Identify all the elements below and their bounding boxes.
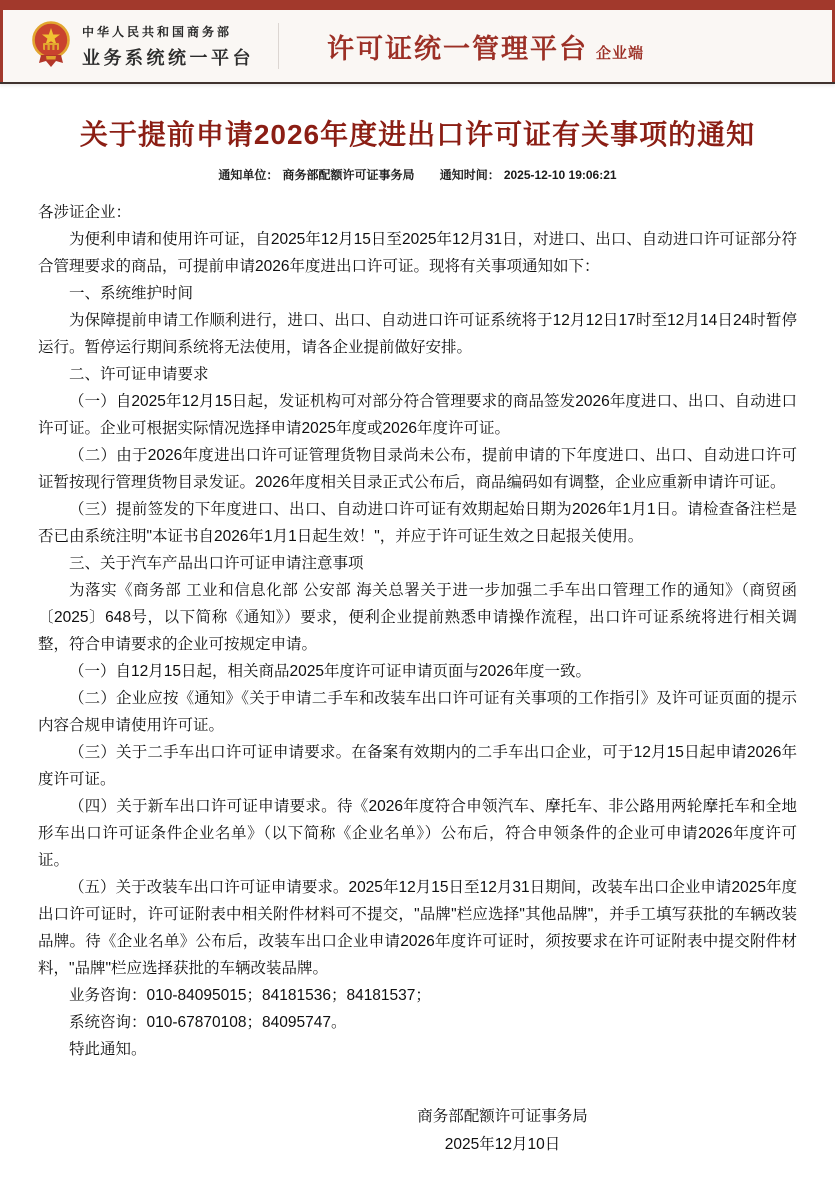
- enterprise-side-badge: 企业端: [596, 44, 645, 62]
- business-consult-phone: 业务咨询：010-84095015；84181536；84181537；: [69, 986, 431, 1004]
- closing-line: 特此通知。: [69, 1040, 147, 1058]
- ministry-banner: [82, 23, 254, 70]
- paragraph: （三）提前签发的下年度进口、出口、自动进口许可证有效期起始日期为2026年1月1日。请检查备注栏是否已由系统注明"本证书自2026年1月1日起生效！"，并应于许可证生效之日起报关使用。: [38, 500, 797, 545]
- ministry-name: 中华人民共和国商务部: [82, 24, 233, 39]
- app-header: [0, 0, 835, 84]
- system-consult-phone: 系统咨询：010-67870108；84095747。: [69, 1013, 347, 1031]
- paragraph-intro: 为便利申请和使用许可证，自2025年12月15日至2025年12月31日，对进口、出口、自动进口许可证部分符合管理要求的商品，可提前申请2026年度进出口许可证。现将有关事项通知如下：: [38, 230, 797, 275]
- header-divider: [278, 23, 279, 69]
- paragraph: 为落实《商务部 工业和信息化部 公安部 海关总署关于进一步加强二手车出口管理工作的通知》（商贸函〔2025〕648号，以下简称《通知》）要求，便利企业提前熟悉申请操作流程，出口许可证系统将进行相关调整，符合申请要求的企业可按规定申请。: [38, 581, 797, 653]
- notice-time-value: 2025-12-10 19:06:21: [503, 167, 617, 182]
- notice-time-label: 通知时间：: [439, 167, 500, 182]
- section-3-heading: 三、关于汽车产品出口许可证申请注意事项: [69, 554, 364, 572]
- paragraph: 为保障提前申请工作顺利进行，进口、出口、自动进口许可证系统将于12月12日17时至12月14日24时暂停运行。暂停运行期间系统将无法使用，请各企业提前做好安排。: [38, 311, 797, 356]
- section-2-heading: 二、许可证申请要求: [69, 365, 209, 383]
- paragraph: （四）关于新车出口许可证申请要求。待《2026年度符合申领汽车、摩托车、非公路用两轮摩托车和全地形车出口许可证条件企业名单》（以下简称《企业名单》）公布后，符合申领条件的企业可申请2026年度许可证。: [38, 797, 797, 869]
- notice-body: [38, 199, 797, 1063]
- section-1-heading: 一、系统维护时间: [69, 284, 194, 302]
- paragraph: （二）由于2026年度进出口许可证管理货物目录尚未公布，提前申请的下年度进口、出口、自动进口许可证暂按现行管理货物目录发证。2026年度相关目录正式公布后，商品编码如有调整，企业应重新申请许可证。: [38, 446, 797, 491]
- notice-unit-value: 商务部配额许可证事务局: [282, 167, 415, 182]
- header-left-accent: [0, 10, 3, 82]
- signature-date: 2025年12月10日: [444, 1135, 561, 1153]
- paragraph: （一）自2025年12月15日起，发证机构可对部分符合管理要求的商品签发2026年度进口、出口、自动进口许可证。企业可根据实际情况选择申请2025年度或2026年度许可证。: [38, 392, 797, 437]
- unified-business-system-label: 业务系统统一平台: [82, 47, 254, 68]
- notice-unit-label: 通知单位：: [218, 167, 279, 182]
- signature-org: 商务部配额许可证事务局: [417, 1107, 588, 1125]
- notice-page: [0, 118, 835, 1179]
- header-top-bar: [0, 0, 835, 10]
- notice-title: 关于提前申请2026年度进出口许可证有关事项的通知: [79, 119, 756, 150]
- paragraph: （二）企业应按《通知》《关于申请二手车和改装车出口许可证有关事项的工作指引》及许可证页面的提示内容合规申请使用许可证。: [38, 689, 797, 734]
- salutation: 各涉证企业：: [38, 203, 132, 221]
- paragraph: （三）关于二手车出口许可证申请要求。在备案有效期内的二手车出口企业，可于12月15日起申请2026年度许可证。: [38, 743, 797, 788]
- platform-title: 许可证统一管理平台: [327, 33, 588, 64]
- platform-title-group: [327, 27, 644, 66]
- notice-meta: [38, 166, 797, 183]
- china-national-emblem-icon: [32, 21, 70, 71]
- paragraph: （五）关于改装车出口许可证申请要求。2025年12月15日至12月31日期间，改装车出口企业申请2025年度出口许可证时，许可证附表中相关附件材料可不提交，"品牌"栏应选择"其他品牌"，并手工填写获批的车辆改装品牌。待《企业名单》公布后，改装车出口企业申请2026年度许可证时，须按要求在许可证附表中提交附件材料，"品牌"栏应选择获批的车辆改装品牌。: [38, 878, 797, 977]
- paragraph: （一）自12月15日起，相关商品2025年度许可证申请页面与2026年度一致。: [69, 662, 591, 680]
- signature-block: [123, 1103, 835, 1159]
